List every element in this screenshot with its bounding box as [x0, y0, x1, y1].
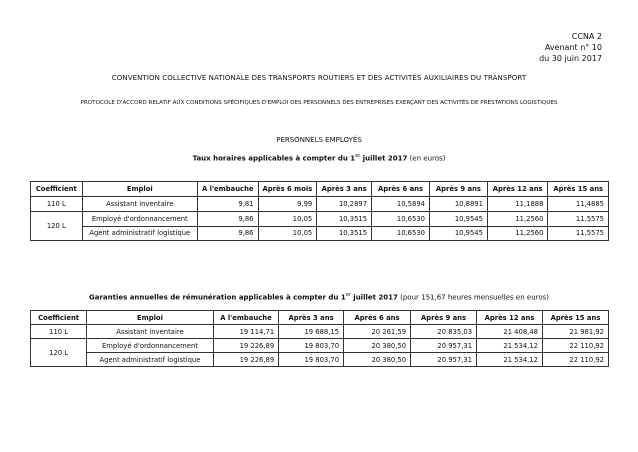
value-cell: 11,1888	[487, 197, 548, 212]
table1-caption-sup: er	[355, 153, 361, 159]
table-row	[31, 353, 609, 367]
value-cell: 19 226,89	[213, 339, 278, 353]
header-cell: Après 6 ans	[372, 182, 430, 197]
header-cell: Emploi	[87, 311, 214, 325]
value-cell: 21 534,12	[477, 339, 543, 353]
header-cell: Après 12 ans	[477, 311, 543, 325]
value-cell: 10,2897	[317, 197, 372, 212]
value-cell: 19 226,89	[213, 353, 278, 367]
header-cell: Emploi	[82, 182, 197, 197]
table2-caption-bold-end: juillet 2017	[350, 293, 398, 302]
value-cell: 19 803,70	[279, 339, 344, 353]
document-reference	[539, 31, 602, 64]
header-cell: Après 6 mois	[258, 182, 317, 197]
hourly-rates-table	[30, 181, 609, 241]
header-cell: Après 6 ans	[344, 311, 411, 325]
table1-caption	[0, 153, 638, 162]
table2-caption	[0, 292, 638, 301]
value-cell: 21 408,48	[477, 325, 543, 339]
table-row	[31, 212, 609, 227]
section-title: PERSONNELS EMPLOYÉS	[276, 136, 362, 144]
coefficient-cell: 110 L	[31, 197, 83, 212]
value-cell: 9,99	[258, 197, 317, 212]
value-cell: 19 803,70	[279, 353, 344, 367]
emploi-cell: Agent administratif logistique	[87, 353, 214, 367]
emploi-cell: Agent administratif logistique	[82, 226, 197, 241]
value-cell: 10,9545	[429, 212, 487, 227]
header-cell: Après 15 ans	[542, 311, 608, 325]
value-cell: 20 835,03	[411, 325, 477, 339]
value-cell: 9,86	[198, 226, 259, 241]
table-row	[31, 325, 609, 339]
value-cell: 19 114,71	[213, 325, 278, 339]
annual-guarantees-table	[30, 310, 609, 367]
value-cell: 10,9545	[429, 226, 487, 241]
value-cell: 10,8891	[429, 197, 487, 212]
emploi-cell: Assistant inventaire	[82, 197, 197, 212]
header-cell: Après 9 ans	[411, 311, 477, 325]
table-header-row	[31, 182, 609, 197]
table2-caption-note: (pour 151,67 heures mensuelles en euros)	[397, 293, 550, 302]
reference-line-3: du 30 juin 2017	[539, 54, 602, 63]
emploi-cell: Assistant inventaire	[87, 325, 214, 339]
emploi-cell: Employé d'ordonnancement	[82, 212, 197, 227]
value-cell: 9,81	[198, 197, 259, 212]
value-cell: 9,86	[198, 212, 259, 227]
table-row	[31, 226, 609, 241]
value-cell: 11,4885	[548, 197, 609, 212]
header-cell: Après 9 ans	[429, 182, 487, 197]
header-cell: A l'embauche	[198, 182, 259, 197]
reference-line-2: Avenant n° 10	[544, 43, 602, 52]
coefficient-cell: 110 L	[31, 325, 87, 339]
table1-caption-bold: Taux horaires applicables à compter du 1	[192, 154, 356, 163]
reference-line-1: CCNA 2	[571, 32, 602, 41]
value-cell: 22 110,92	[542, 353, 608, 367]
value-cell: 21 981,92	[542, 325, 608, 339]
table1-caption-note: (en euros)	[407, 154, 446, 163]
protocol-title: PROTOCOLE D'ACCORD RELATIF AUX CONDITIONS SPÉCIFIQUES D'EMPLOI DES PERSONNELS DES ENTREPRISES EXERÇANT DES ACTIVITÉS DE PRESTATIONS LOGISTIQUES	[80, 100, 558, 106]
value-cell: 11,5575	[548, 212, 609, 227]
value-cell: 19 688,15	[279, 325, 344, 339]
emploi-cell: Employé d'ordonnancement	[87, 339, 214, 353]
value-cell: 20 380,50	[344, 339, 411, 353]
value-cell: 10,6530	[372, 212, 430, 227]
value-cell: 10,5894	[372, 197, 430, 212]
header-cell: Après 15 ans	[548, 182, 609, 197]
value-cell: 20 957,31	[411, 353, 477, 367]
value-cell: 11,2560	[487, 226, 548, 241]
header-cell: Coefficient	[31, 311, 87, 325]
value-cell: 20 261,59	[344, 325, 411, 339]
value-cell: 20 380,50	[344, 353, 411, 367]
header-cell: Après 3 ans	[317, 182, 372, 197]
convention-title: CONVENTION COLLECTIVE NATIONALE DES TRANSPORTS ROUTIERS ET DES ACTIVITÉS AUXILIAIRES DU TRANSPORT	[111, 74, 527, 82]
table2-caption-sup: er	[345, 292, 351, 298]
table2-caption-bold: Garanties annuelles de rémunération applicables à compter du 1	[88, 293, 346, 302]
header-cell: A l'embauche	[213, 311, 278, 325]
value-cell: 11,5575	[548, 226, 609, 241]
coefficient-cell: 120 L	[31, 212, 83, 241]
table-row	[31, 339, 609, 353]
value-cell: 10,05	[258, 226, 317, 241]
value-cell: 10,6530	[372, 226, 430, 241]
header-cell: Après 12 ans	[487, 182, 548, 197]
value-cell: 10,05	[258, 212, 317, 227]
table-row	[31, 197, 609, 212]
table1-caption-bold-end: juillet 2017	[360, 154, 408, 163]
value-cell: 22 110,92	[542, 339, 608, 353]
header-cell: Après 3 ans	[279, 311, 344, 325]
value-cell: 20 957,31	[411, 339, 477, 353]
header-cell: Coefficient	[31, 182, 83, 197]
value-cell: 11,2560	[487, 212, 548, 227]
value-cell: 10,3515	[317, 226, 372, 241]
value-cell: 21 534,12	[477, 353, 543, 367]
table-header-row	[31, 311, 609, 325]
coefficient-cell: 120 L	[31, 339, 87, 367]
value-cell: 10,3515	[317, 212, 372, 227]
